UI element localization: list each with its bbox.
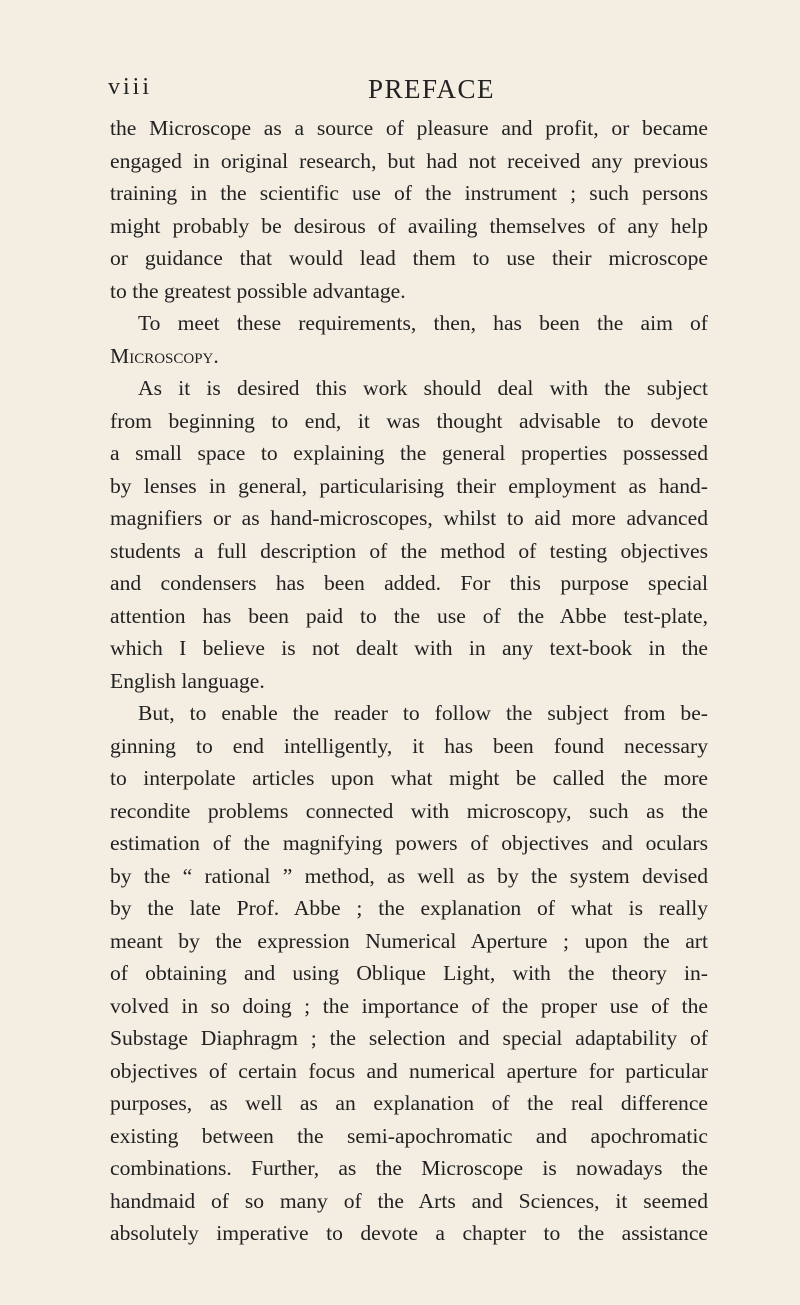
text-line: Microscopy. [110,343,219,368]
text-line: estimation of the magnifying powers of objectives and oculars [110,831,708,855]
text-line: to interpolate articles upon what might be called the more [110,766,708,790]
text-line: existing between the semi-apochromatic and apochromatic [110,1123,708,1148]
text-line: magnifiers or as hand-microscopes, whilst to aid more advanced [110,506,708,530]
text-line: of obtaining and using Oblique Light, with the theory in- [110,961,708,985]
text-line: and condensers has been added. For this purpose special [110,571,708,595]
page-number: viii [108,74,153,100]
text-line: engaged in original research, but had not received any previous [110,148,708,173]
text-line: Substage Diaphragm ; the selection and special adaptability of [110,1026,708,1050]
text-line: by the “ rational ” method, as well as by the system devised [110,863,708,888]
text-line: or guidance that would lead them to use their microscope [110,246,708,270]
text-line: combinations. Further, as the Microscope is nowadays the [110,1156,708,1180]
text-line: ginning to end intelligently, it has been found necessary [110,733,708,758]
page-header [108,74,708,106]
running-head: PREFACE [368,74,496,104]
preface-text [110,112,708,1250]
text-line: volved in so doing ; the importance of the proper use of the [110,993,708,1018]
text-line: students a full description of the method of testing objectives [110,538,708,563]
text-line: absolutely imperative to devote a chapter to the assistance [110,1221,708,1245]
text-line: As it is desired this work should deal with the subject [138,376,708,400]
text-line: handmaid of so many of the Arts and Sciences, it seemed [110,1188,708,1213]
text-line: training in the scientific use of the instrument ; such persons [110,181,708,205]
text-line: objectives of certain focus and numerical aperture for particular [110,1058,708,1083]
text-line: To meet these requirements, then, has been the aim of [138,311,708,335]
text-line: recondite problems connected with microscopy, such as the [110,798,708,823]
text-line: by lenses in general, particularising their employment as hand- [110,473,708,498]
text-line: which I believe is not dealt with in any text-book in the [110,636,708,660]
text-line: to the greatest possible advantage. [110,278,406,303]
text-line: English language. [110,668,265,693]
text-line: a small space to explaining the general properties possessed [110,441,708,465]
text-line: attention has been paid to the use of the Abbe test-plate, [110,603,708,628]
text-line: might probably be desirous of availing themselves of any help [110,213,708,238]
text-line: from beginning to end, it was thought advisable to devote [110,408,708,433]
text-line: purposes, as well as an explanation of the real difference [110,1091,708,1115]
text-line: the Microscope as a source of pleasure and profit, or became [110,116,708,140]
text-line: But, to enable the reader to follow the subject from be- [138,701,708,725]
text-line: by the late Prof. Abbe ; the explanation of what is really [110,896,708,920]
text-line: meant by the expression Numerical Aperture ; upon the art [110,928,708,953]
